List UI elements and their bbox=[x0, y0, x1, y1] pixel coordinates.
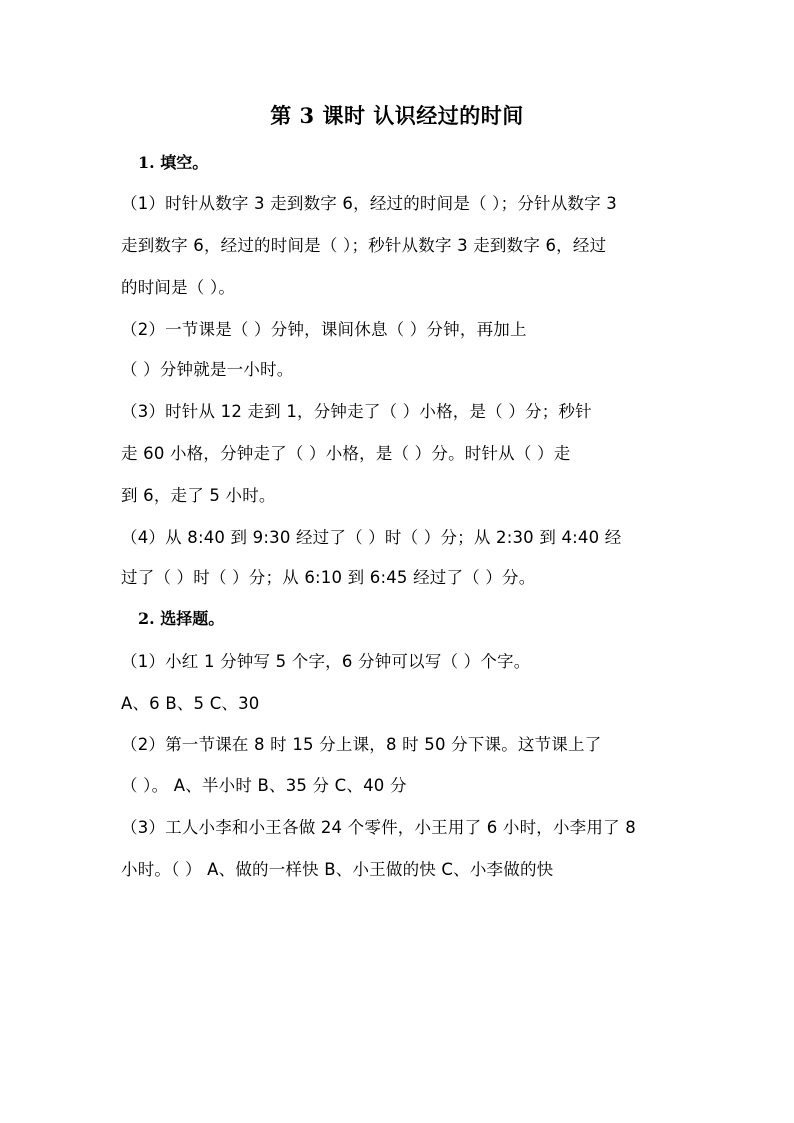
question-line: （1）时针从数字 3 走到数字 6，经过的时间是（ ）；分针从数字 3 bbox=[121, 194, 617, 213]
question-line: （4）从 8:40 到 9:30 经过了（ ）时（ ）分；从 2:30 到 4:40 经 bbox=[121, 528, 622, 547]
question-line: 过了（ ）时（ ）分；从 6:10 到 6:45 经过了（ ）分。 bbox=[121, 568, 536, 587]
question-line: 走 60 小格，分钟走了（ ）小格，是（ ）分。时针从（ ）走 bbox=[121, 444, 571, 463]
answer-options: A、6 B、5 C、30 bbox=[121, 694, 260, 713]
question-line: 走到数字 6，经过的时间是（ ）；秒针从数字 3 走到数字 6，经过 bbox=[121, 236, 607, 255]
question-line: 小时。（ ） A、做的一样快 B、小王做的快 C、小李做的快 bbox=[121, 860, 554, 879]
question-line: （2）第一节课在 8 时 15 分上课，8 时 50 分下课。这节课上了 bbox=[121, 735, 602, 754]
section-heading-multiple-choice: 2. 选择题。 bbox=[138, 609, 225, 628]
question-line: （1）小红 1 分钟写 5 个字，6 分钟可以写（ ）个字。 bbox=[121, 652, 531, 671]
question-line: （ ）。 A、半小时 B、35 分 C、40 分 bbox=[121, 776, 407, 795]
page-title: 第 3 课时 认识经过的时间 bbox=[270, 103, 524, 128]
section-heading-fill-blank: 1. 填空。 bbox=[138, 153, 209, 172]
question-line: 的时间是（ ）。 bbox=[121, 278, 236, 297]
question-line: （ ）分钟就是一小时。 bbox=[121, 360, 294, 379]
question-line: （2）一节课是（ ）分钟，课间休息（ ）分钟，再加上 bbox=[121, 320, 527, 339]
question-line: 到 6，走了 5 小时。 bbox=[121, 486, 276, 505]
question-line: （3）工人小李和小王各做 24 个零件，小王用了 6 小时，小李用了 8 bbox=[121, 818, 636, 837]
question-line: （3）时针从 12 走到 1，分钟走了（ ）小格，是（ ）分；秒针 bbox=[121, 402, 592, 421]
